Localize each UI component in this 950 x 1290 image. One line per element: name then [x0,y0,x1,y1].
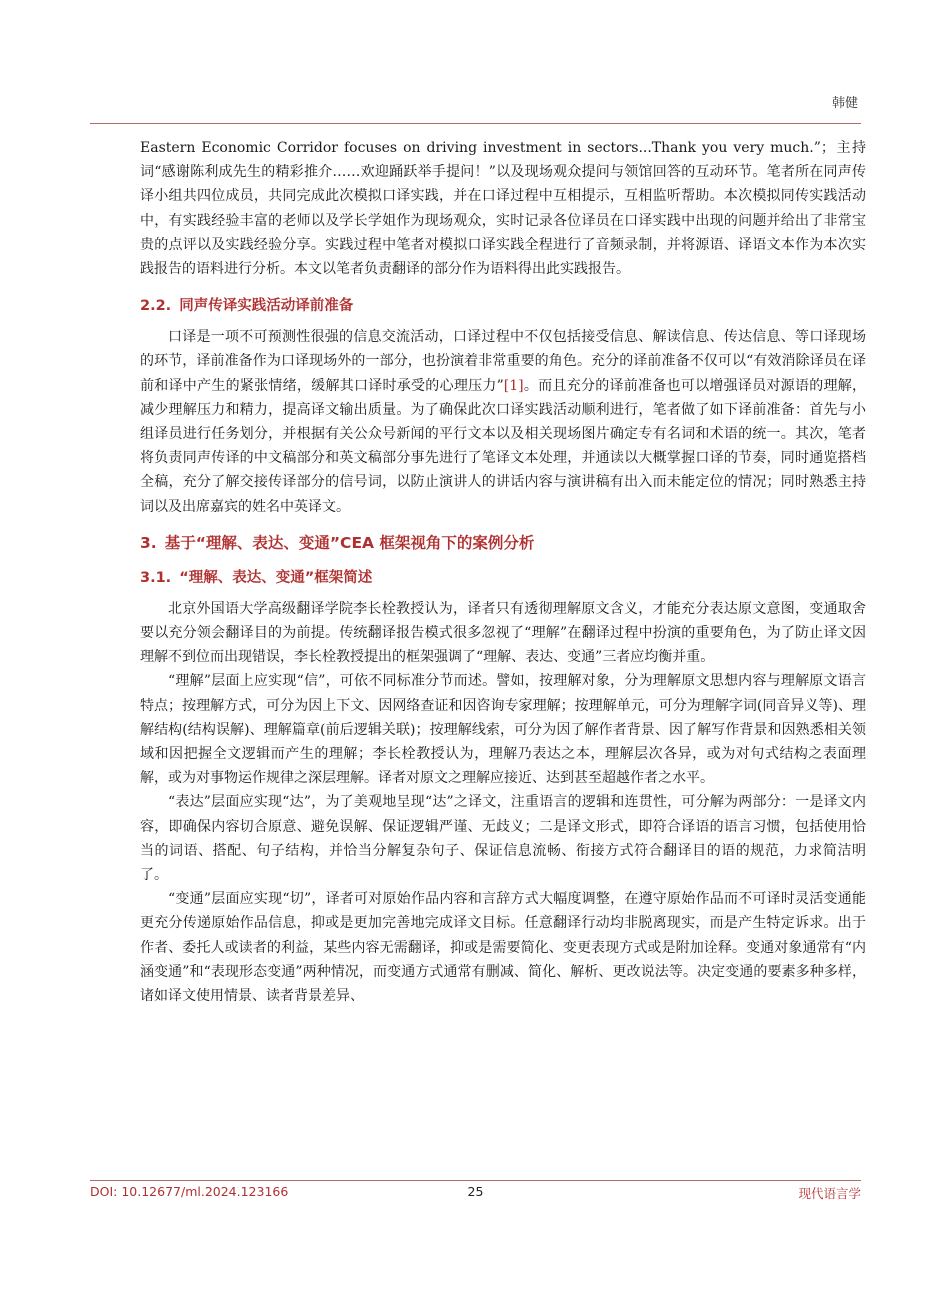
paragraph-adaptation: “变通”层面应实现“切”，译者可对原始作品内容和言辞方式大幅度调整，在遵守原始作品而不可译时灵活变通能更充分传递原始作品信息，抑或是更加完善地完成译文目标。任意翻译行动均非脱离现实，而是产生特定诉求。出于作者、委托人或读者的利益，某些内容无需翻译，抑或是需要简化、变更表现方式或是附加诠释。变通对象通常有“内涵变通”和“表现形态变通”两种情况，而变通方式通常有删减、简化、解析、更改说法等。决定变通的要素多种多样，诸如译文使用情景、读者背景差异、 [140,891,866,1005]
paragraph-text: 口译是一项不可预测性很强的信息交流活动，口译过程中不仅包括接受信息、解读信息、传达信息、等口译现场的环节，译前准备作为口译现场外的一部分，也扮演着非常重要的角色。充分的译前准备不仅可以“有效消除译员在译前和译中产生的紧张情绪，缓解其口译时承受的心理压力” [140,329,866,394]
section-heading-3 [140,531,866,553]
section-heading-3-1 [140,566,866,587]
section-title: “理解、表达、变通”框架简述 [179,569,373,586]
citation-link[interactable]: [1] [503,377,524,394]
paragraph-comprehension: “理解”层面上应实现“信”，可依不同标准分节而述。譬如，按理解对象，分为理解原文思想内容与理解原文语言特点；按理解方式，可分为因上下文、因网络查证和因咨询专家理解；按理解单元，可分为理解字词(同音异义等)、理解结构(结构误解)、理解篇章(前后逻辑关联)；按理解线索，可分为因了解作者背景、因了解写作背景和因熟悉相关领域和因把握全文逻辑而产生的理解；李长栓教授认为，理解乃表达之本，理解层次各异，或为对句式结构之表面理解，或为对事物运作规律之深层理解。译者对原文之理解应接近、达到甚至超越作者之水平。 [140,673,866,787]
paragraph-translation-preparation [140,325,866,519]
section-number: 3. [140,533,157,552]
journal-name: 现代语言学 [798,1186,861,1201]
running-header-author: 韩健 [831,96,858,111]
footer-divider [90,1180,861,1181]
paragraph-cea-framework-intro: 北京外国语大学高级翻译学院李长栓教授认为，译者只有透彻理解原文含义，才能充分表达原文意图，变通取舍要以充分领会翻译目的为前提。传统翻译报告模式很多忽视了“理解”在翻译过程中扮演的重要角色，为了防止译文因理解不到位而出现错误，李长栓教授提出的框架强调了“理解、表达、变通”三者应均衡并重。 [140,600,866,666]
header-divider [90,123,861,124]
section-title: 同声传译实践活动译前准备 [179,298,354,315]
section-title: 基于“理解、表达、变通”CEA 框架视角下的案例分析 [164,533,535,552]
section-number: 2.2. [140,298,172,315]
section-heading-2-2 [140,294,866,315]
page-number: 25 [467,1184,484,1199]
intro-paragraph: Eastern Economic Corridor focuses on driving investment in sectors...Thank you very much.”；主持词“感谢陈利成先生的精彩推介……欢迎踊跃举手提问！”以及现场观众提问与领馆回答的互动环节。笔者所在同声传译小组共四位成员，共同完成此次模拟口译实践，并在口译过程中互相提示，互相监听帮助。本次模拟同传实践活动中，有实践经验丰富的老师以及学长学姐作为现场观众，实时记录各位译员在口译实践中出现的问题并给出了非常宝贵的点评以及实践经验分享。实践过程中笔者对模拟口译实践全程进行了音频录制，并将源语、译语文本作为本次实践报告的语料进行分析。本文以笔者负责翻译的部分作为语料得出此实践报告。 [140,140,866,278]
article-body [140,136,866,1008]
paragraph-expression: “表达”层面应实现“达”，为了美观地呈现“达”之译文，注重语言的逻辑和连贯性，可分解为两部分：一是译文内容，即确保内容切合原意、避免误解、保证逻辑严谨、无歧义；二是译文形式，即符合译语的语言习惯，包括使用恰当的词语、搭配、句子结构，并恰当分解复杂句子、保证信息流畅、衔接方式符合翻译目的语的规范，力求简洁明了。 [140,794,866,884]
section-number: 3.1. [140,569,172,586]
doi-link[interactable]: DOI: 10.12677/ml.2024.123166 [90,1184,289,1199]
paragraph-text: 。而且充分的译前准备也可以增强译员对源语的理解，减少理解压力和精力，提高译文输出质量。为了确保此次口译实践活动顺利进行，笔者做了如下译前准备：首先与小组译员进行任务划分，并根据有关公众号新闻的平行文本以及相关现场图片确定专有名词和术语的统一。其次，笔者将负责同声传译的中文稿部分和英文稿部分事先进行了笔译文本处理，并通读以大概掌握口译的节奏，同时通览搭档全稿，充分了解交接传译部分的信号词，以防止演讲人的讲话内容与演讲稿有出入而未能定位的情况；同时熟悉主持词以及出席嘉宾的姓名中英译文。 [140,377,867,515]
